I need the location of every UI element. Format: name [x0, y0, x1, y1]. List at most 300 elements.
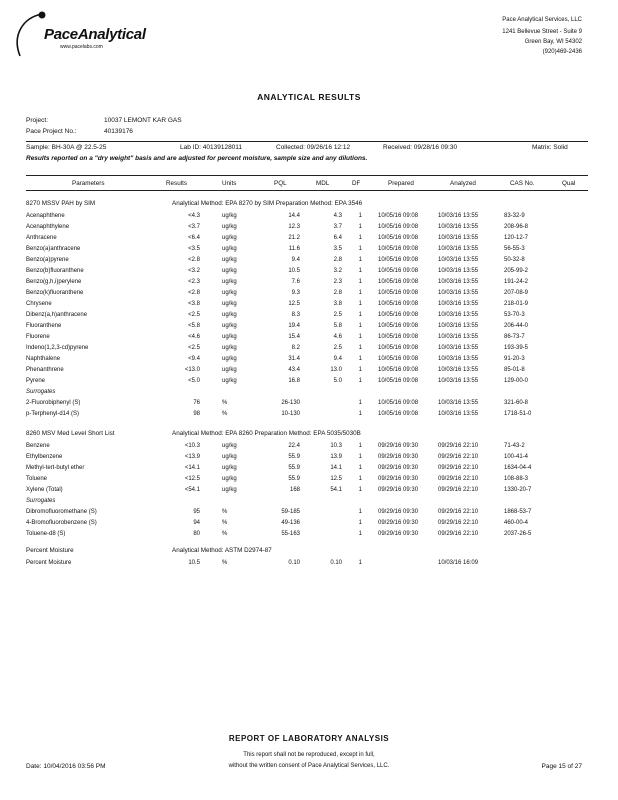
analyzed-date: 10/03/16 13:55	[438, 345, 479, 351]
prepared-date: 09/29/16 09:30	[378, 443, 419, 449]
mdl-value: 6.4	[333, 235, 342, 241]
analyzed-date: 09/29/16 22:10	[438, 465, 479, 471]
analyzed-date: 09/29/16 22:10	[438, 509, 479, 515]
parameter-name: Acenaphthylene	[26, 224, 70, 230]
df-value: 1	[358, 224, 362, 230]
prepared-date: 10/05/16 09:08	[378, 268, 419, 274]
mdl-value: 9.4	[333, 356, 342, 362]
analyzed-date: 09/29/16 22:10	[438, 443, 479, 449]
df-value: 1	[358, 356, 362, 362]
pql-value: 55.9	[288, 465, 300, 471]
result-value: <12.5	[184, 476, 200, 482]
mdl-value: 0.10	[330, 560, 342, 566]
cas-number: 85-01-8	[504, 367, 525, 373]
table-row	[0, 334, 618, 345]
table-row	[0, 224, 618, 235]
cas-number: 86-73-7	[504, 334, 525, 340]
logo-url: www.pacelabs.com	[60, 44, 103, 50]
result-value: 98	[193, 411, 200, 417]
sample-id: Sample: BH-30A @ 22.5-25	[26, 144, 107, 151]
result-value: 10.5	[188, 560, 200, 566]
df-value: 1	[358, 454, 362, 460]
parameter-name: Surrogates	[26, 498, 56, 504]
df-value: 1	[358, 235, 362, 241]
units: ug/kg	[222, 268, 237, 274]
section-method: Analytical Method: EPA 8260 Preparation Method: EPA 5035/5030B	[172, 430, 361, 437]
mdl-value: 4.6	[333, 334, 342, 340]
result-value: <13.9	[184, 454, 200, 460]
table-row	[0, 235, 618, 246]
prepared-date: 09/29/16 09:30	[378, 509, 419, 515]
prepared-date: 10/05/16 09:08	[378, 378, 419, 384]
parameter-name: Indeno(1,2,3-cd)pyrene	[26, 345, 89, 351]
result-value: <3.2	[188, 268, 200, 274]
pace-logo-swoosh-icon	[8, 10, 48, 60]
pace-project-label: Pace Project No.:	[26, 128, 77, 135]
mdl-value: 2.8	[333, 290, 342, 296]
project-label: Project:	[26, 117, 49, 124]
units: ug/kg	[222, 454, 237, 460]
cas-number: 1718-51-0	[504, 411, 532, 417]
cas-number: 321-60-8	[504, 400, 529, 406]
result-value: <3.8	[188, 301, 200, 307]
prepared-date: 10/05/16 09:08	[378, 235, 419, 241]
pql-value: 8.3	[291, 312, 300, 318]
section-method: Analytical Method: ASTM D2974-87	[172, 547, 272, 554]
units: ug/kg	[222, 323, 237, 329]
pace-logo: PaceAnalytical	[44, 26, 146, 43]
mdl-value: 14.1	[330, 465, 342, 471]
df-value: 1	[358, 290, 362, 296]
analyzed-date: 10/03/16 13:55	[438, 323, 479, 329]
result-value: <5.0	[188, 378, 200, 384]
pql-value: 168	[289, 487, 300, 493]
units: ug/kg	[222, 301, 237, 307]
cas-number: 218-01-9	[504, 301, 529, 307]
collected-date: Collected: 09/26/16 12:12	[276, 144, 351, 151]
analyzed-date: 10/03/16 13:55	[438, 224, 479, 230]
prepared-date: 09/29/16 09:30	[378, 520, 419, 526]
pql-value: 55.9	[288, 476, 300, 482]
parameter-name: p-Terphenyl-d14 (S)	[26, 411, 80, 417]
units: ug/kg	[222, 345, 237, 351]
parameter-name: Chrysene	[26, 301, 52, 307]
table-row	[0, 246, 618, 257]
parameter-name: 2-Fluorobiphenyl (S)	[26, 400, 81, 406]
cas-number: 208-96-8	[504, 224, 529, 230]
analyzed-date: 10/03/16 13:55	[438, 334, 479, 340]
section-name: Percent Moisture	[26, 547, 74, 554]
result-value: <54.1	[184, 487, 200, 493]
matrix: Matrix: Solid	[532, 144, 568, 151]
df-value: 1	[358, 465, 362, 471]
cas-number: 205-99-2	[504, 268, 529, 274]
analyzed-date: 10/03/16 13:55	[438, 235, 479, 241]
prepared-date: 10/05/16 09:08	[378, 213, 419, 219]
parameter-name: Ethylbenzene	[26, 454, 63, 460]
cas-number: 100-41-4	[504, 454, 529, 460]
pql-value: 26-130	[281, 400, 300, 406]
column-header: DF	[352, 180, 361, 187]
prepared-date: 10/05/16 09:08	[378, 224, 419, 230]
pql-value: 11.6	[288, 246, 300, 252]
cas-number: 460-00-4	[504, 520, 529, 526]
section-method: Analytical Method: EPA 8270 by SIM Preparation Method: EPA 3546	[172, 200, 363, 207]
pql-value: 21.2	[288, 235, 300, 241]
units: %	[222, 411, 228, 417]
analyzed-date: 09/29/16 22:10	[438, 454, 479, 460]
df-value: 1	[358, 367, 362, 373]
pql-value: 43.4	[288, 367, 300, 373]
prepared-date: 10/05/16 09:08	[378, 301, 419, 307]
pql-value: 9.4	[291, 257, 300, 263]
analyzed-date: 10/03/16 13:55	[438, 268, 479, 274]
prepared-date: 10/05/16 09:08	[378, 411, 419, 417]
surrogates-label-row	[0, 389, 618, 400]
address-line: Pace Analytical Services, LLC	[502, 17, 582, 23]
result-value: <2.5	[188, 345, 200, 351]
cas-number: 2037-26-5	[504, 531, 532, 537]
table-row	[0, 257, 618, 268]
pql-value: 14.4	[288, 213, 300, 219]
results-note: Results reported on a "dry weight" basis and are adjusted for percent moisture, sample size and any dilutions.	[26, 155, 368, 162]
analyzed-date: 09/29/16 22:10	[438, 476, 479, 482]
mdl-value: 13.0	[330, 367, 342, 373]
units: ug/kg	[222, 257, 237, 263]
table-row	[0, 312, 618, 323]
lab-id: Lab ID: 40139128011	[180, 144, 243, 151]
result-value: <6.4	[188, 235, 200, 241]
table-row	[0, 476, 618, 487]
pql-value: 15.4	[288, 334, 300, 340]
parameter-name: Surrogates	[26, 389, 56, 395]
cas-number: 53-70-3	[504, 312, 525, 318]
analyzed-date: 10/03/16 13:55	[438, 378, 479, 384]
cas-number: 120-12-7	[504, 235, 529, 241]
cas-number: 91-20-3	[504, 356, 525, 362]
parameter-name: Benzo(a)anthracene	[26, 246, 81, 252]
parameter-name: Methyl-tert-butyl ether	[26, 465, 85, 471]
page-number: Page 15 of 27	[541, 763, 582, 770]
mdl-value: 3.8	[333, 301, 342, 307]
table-row	[0, 560, 618, 571]
prepared-date: 10/05/16 09:08	[378, 246, 419, 252]
prepared-date: 10/05/16 09:08	[378, 257, 419, 263]
column-header: Qual	[562, 180, 576, 187]
parameter-name: Toluene	[26, 476, 48, 482]
parameter-name: Pyrene	[26, 378, 46, 384]
units: %	[222, 560, 228, 566]
surrogates-label-row	[0, 498, 618, 509]
cas-number: 83-32-9	[504, 213, 525, 219]
df-value: 1	[358, 312, 362, 318]
section-name: 8260 MSV Med Level Short List	[26, 430, 115, 437]
analyzed-date: 10/03/16 13:55	[438, 411, 479, 417]
units: ug/kg	[222, 312, 237, 318]
pql-value: 49-136	[281, 520, 300, 526]
df-value: 1	[358, 378, 362, 384]
units: ug/kg	[222, 334, 237, 340]
pql-value: 22.4	[288, 443, 300, 449]
result-value: <2.8	[188, 290, 200, 296]
prepared-date: 10/05/16 09:08	[378, 356, 419, 362]
df-value: 1	[358, 560, 362, 566]
df-value: 1	[358, 345, 362, 351]
result-value: <4.3	[188, 213, 200, 219]
column-header: PQL	[274, 180, 287, 187]
prepared-date: 10/05/16 09:08	[378, 312, 419, 318]
received-date: Received: 09/28/16 09:30	[383, 144, 458, 151]
prepared-date: 10/05/16 09:08	[378, 400, 419, 406]
pql-value: 19.4	[288, 323, 300, 329]
parameter-name: Percent Moisture	[26, 560, 72, 566]
parameter-name: Benzo(b)fluoranthene	[26, 268, 84, 274]
units: ug/kg	[222, 465, 237, 471]
parameter-name: Xylene (Total)	[26, 487, 63, 493]
table-row	[0, 213, 618, 224]
analyzed-date: 10/03/16 13:55	[438, 367, 479, 373]
df-value: 1	[358, 334, 362, 340]
parameter-name: Benzo(k)fluoranthene	[26, 290, 84, 296]
table-row	[0, 487, 618, 498]
table-row	[0, 301, 618, 312]
result-value: 94	[193, 520, 200, 526]
cas-number: 207-08-9	[504, 290, 529, 296]
pql-value: 0.10	[288, 560, 300, 566]
analyzed-date: 10/03/16 13:55	[438, 312, 479, 318]
analyzed-date: 09/29/16 22:10	[438, 520, 479, 526]
table-row	[0, 520, 618, 531]
divider	[26, 141, 588, 142]
prepared-date: 09/29/16 09:30	[378, 454, 419, 460]
units: ug/kg	[222, 443, 237, 449]
units: %	[222, 509, 228, 515]
units: ug/kg	[222, 356, 237, 362]
table-row	[0, 323, 618, 334]
mdl-value: 5.0	[333, 378, 342, 384]
mdl-value: 2.5	[333, 345, 342, 351]
column-header: Analyzed	[450, 180, 476, 187]
parameter-name: Dibromofluoromethane (S)	[26, 509, 97, 515]
result-value: <3.5	[188, 246, 200, 252]
pql-value: 10-130	[281, 411, 300, 417]
result-value: <14.1	[184, 465, 200, 471]
result-value: 76	[193, 400, 200, 406]
parameter-name: 4-Bromofluorobenzene (S)	[26, 520, 97, 526]
column-header: Units	[222, 180, 237, 187]
df-value: 1	[358, 323, 362, 329]
df-value: 1	[358, 411, 362, 417]
table-row	[0, 454, 618, 465]
units: ug/kg	[222, 235, 237, 241]
footer-note: without the written consent of Pace Analytical Services, LLC.	[228, 763, 390, 769]
analyzed-date: 10/03/16 13:55	[438, 301, 479, 307]
pql-value: 31.4	[288, 356, 300, 362]
mdl-value: 3.2	[333, 268, 342, 274]
pql-value: 55.9	[288, 454, 300, 460]
units: ug/kg	[222, 224, 237, 230]
cas-number: 191-24-2	[504, 279, 529, 285]
pql-value: 55-163	[281, 531, 300, 537]
divider	[26, 175, 588, 176]
column-header: Prepared	[388, 180, 414, 187]
units: ug/kg	[222, 367, 237, 373]
units: ug/kg	[222, 213, 237, 219]
prepared-date: 09/29/16 09:30	[378, 487, 419, 493]
cas-number: 193-39-5	[504, 345, 529, 351]
prepared-date: 10/05/16 09:08	[378, 367, 419, 373]
df-value: 1	[358, 509, 362, 515]
mdl-value: 3.7	[333, 224, 342, 230]
df-value: 1	[358, 246, 362, 252]
pql-value: 7.6	[291, 279, 300, 285]
column-header: Results	[166, 180, 187, 187]
cas-number: 129-00-0	[504, 378, 529, 384]
prepared-date: 09/29/16 09:30	[378, 465, 419, 471]
units: ug/kg	[222, 290, 237, 296]
df-value: 1	[358, 301, 362, 307]
parameter-name: Acenaphthene	[26, 213, 65, 219]
pql-value: 9.3	[291, 290, 300, 296]
cas-number: 1634-04-4	[504, 465, 532, 471]
cas-number: 1330-20-7	[504, 487, 532, 493]
prepared-date: 10/05/16 09:08	[378, 345, 419, 351]
address-line: (920)469-2436	[542, 49, 582, 55]
report-date: Date: 10/04/2016 03:56 PM	[26, 763, 106, 770]
pql-value: 12.5	[288, 301, 300, 307]
footer-note: This report shall not be reproduced, except in full,	[243, 752, 375, 758]
result-value: <9.4	[188, 356, 200, 362]
parameter-name: Benzo(a)pyrene	[26, 257, 69, 263]
parameter-name: Benzene	[26, 443, 50, 449]
cas-number: 206-44-0	[504, 323, 529, 329]
mdl-value: 3.5	[333, 246, 342, 252]
analyzed-date: 10/03/16 13:55	[438, 290, 479, 296]
table-row	[0, 465, 618, 476]
pql-value: 8.2	[291, 345, 300, 351]
parameter-name: Benzo(g,h,i)perylene	[26, 279, 82, 285]
units: ug/kg	[222, 378, 237, 384]
analyzed-date: 10/03/16 13:55	[438, 246, 479, 252]
units: %	[222, 520, 228, 526]
table-row	[0, 443, 618, 454]
df-value: 1	[358, 268, 362, 274]
cas-number: 50-32-8	[504, 257, 525, 263]
mdl-value: 4.3	[333, 213, 342, 219]
pql-value: 59-185	[281, 509, 300, 515]
units: %	[222, 400, 228, 406]
mdl-value: 2.5	[333, 312, 342, 318]
analyzed-date: 10/03/16 13:55	[438, 213, 479, 219]
table-row	[0, 509, 618, 520]
parameter-name: Anthracene	[26, 235, 57, 241]
mdl-value: 5.8	[333, 323, 342, 329]
table-row	[0, 356, 618, 367]
prepared-date: 10/05/16 09:08	[378, 279, 419, 285]
result-value: <3.7	[188, 224, 200, 230]
analyzed-date: 09/29/16 22:10	[438, 487, 479, 493]
result-value: <2.8	[188, 257, 200, 263]
table-row	[0, 268, 618, 279]
parameter-name: Fluorene	[26, 334, 50, 340]
table-row	[0, 411, 618, 422]
df-value: 1	[358, 279, 362, 285]
units: %	[222, 531, 228, 537]
result-value: <13.0	[184, 367, 200, 373]
analyzed-date: 10/03/16 13:55	[438, 356, 479, 362]
column-header: CAS No.	[510, 180, 535, 187]
prepared-date: 10/05/16 09:08	[378, 290, 419, 296]
df-value: 1	[358, 487, 362, 493]
mdl-value: 54.1	[330, 487, 342, 493]
cas-number: 56-55-3	[504, 246, 525, 252]
prepared-date: 09/29/16 09:30	[378, 476, 419, 482]
df-value: 1	[358, 520, 362, 526]
page-title: ANALYTICAL RESULTS	[257, 92, 361, 102]
result-value: <5.8	[188, 323, 200, 329]
parameter-name: Dibenz(a,h)anthracene	[26, 312, 88, 318]
pql-value: 12.3	[288, 224, 300, 230]
prepared-date: 10/05/16 09:08	[378, 323, 419, 329]
df-value: 1	[358, 443, 362, 449]
result-value: <4.6	[188, 334, 200, 340]
project-value: 10037 LEMONT KAR GAS	[104, 117, 182, 124]
parameter-name: Phenanthrene	[26, 367, 64, 373]
units: ug/kg	[222, 487, 237, 493]
cas-number: 1868-53-7	[504, 509, 532, 515]
result-value: <10.3	[184, 443, 200, 449]
df-value: 1	[358, 400, 362, 406]
cas-number: 108-88-3	[504, 476, 529, 482]
result-value: 95	[193, 509, 200, 515]
cas-number: 71-43-2	[504, 443, 525, 449]
divider	[26, 190, 588, 191]
df-value: 1	[358, 213, 362, 219]
analyzed-date: 10/03/16 13:55	[438, 279, 479, 285]
mdl-value: 10.3	[330, 443, 342, 449]
pace-project-value: 40139176	[104, 128, 133, 135]
table-row	[0, 400, 618, 411]
df-value: 1	[358, 257, 362, 263]
df-value: 1	[358, 531, 362, 537]
parameter-name: Fluoranthene	[26, 323, 62, 329]
table-row	[0, 378, 618, 389]
pql-value: 16.8	[288, 378, 300, 384]
mdl-value: 12.5	[330, 476, 342, 482]
analyzed-date: 10/03/16 13:55	[438, 257, 479, 263]
parameter-name: Toluene-d8 (S)	[26, 531, 66, 537]
table-row	[0, 367, 618, 378]
analyzed-date: 10/03/16 13:55	[438, 400, 479, 406]
result-value: <2.5	[188, 312, 200, 318]
result-value: 80	[193, 531, 200, 537]
analyzed-date: 09/29/16 22:10	[438, 531, 479, 537]
pql-value: 10.5	[288, 268, 300, 274]
table-row	[0, 345, 618, 356]
table-row	[0, 290, 618, 301]
table-row	[0, 279, 618, 290]
section-name: 8270 MSSV PAH by SIM	[26, 200, 96, 207]
units: ug/kg	[222, 246, 237, 252]
footer-title: REPORT OF LABORATORY ANALYSIS	[228, 734, 390, 743]
table-row	[0, 531, 618, 542]
mdl-value: 2.3	[333, 279, 342, 285]
df-value: 1	[358, 476, 362, 482]
analyzed-date: 10/03/16 16:09	[438, 560, 479, 566]
column-header: Parameters	[72, 180, 105, 187]
result-value: <2.3	[188, 279, 200, 285]
address-line: 1241 Bellevue Street - Suite 9	[502, 29, 582, 35]
